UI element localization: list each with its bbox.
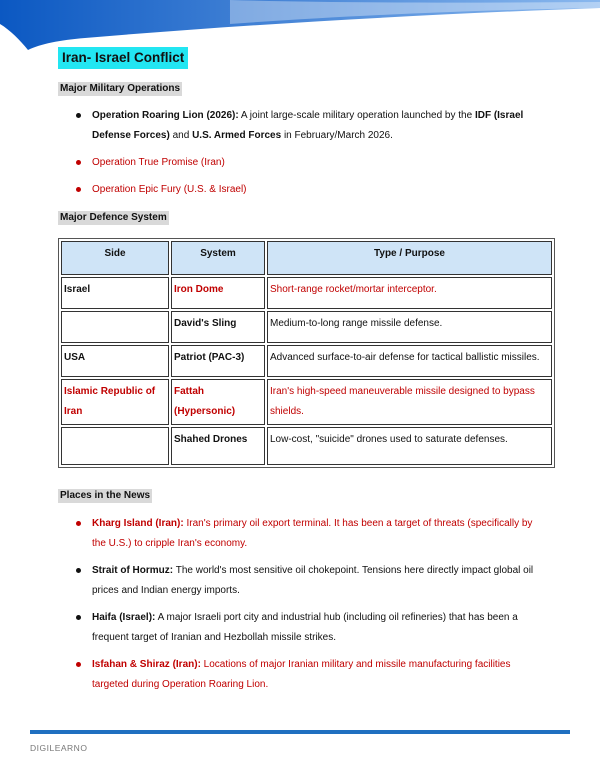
bullet-icon [76, 521, 81, 526]
table-cell-system: David's Sling [171, 311, 265, 343]
table-cell-system: Shahed Drones [171, 427, 265, 465]
table-header-row [61, 241, 552, 275]
bullet-icon [76, 160, 81, 165]
operations-list [58, 106, 548, 200]
table-cell-purpose: Advanced surface-to-air defense for tactical ballistic missiles. [267, 345, 552, 377]
table-cell-system: Patriot (PAC-3) [171, 345, 265, 377]
list-item-label: Haifa (Israel): [92, 612, 156, 623]
table-cell-side: Islamic Republic of Iran [61, 379, 169, 425]
table-cell-side [61, 311, 169, 343]
places-list [58, 514, 548, 695]
list-item-label: U.S. Armed Forces [192, 130, 282, 141]
list-item [58, 655, 548, 695]
bullet-icon [76, 568, 81, 573]
list-item [58, 106, 548, 146]
list-item [58, 561, 548, 601]
table-row [61, 345, 552, 377]
list-item-text: Iran's primary oil export terminal. It has been a target of threats (specifically by the U.S.) to cripple Iran's economy. [92, 518, 533, 549]
table-cell-side: USA [61, 345, 169, 377]
list-item-text: A major Israeli port city and industrial hub (including oil refineries) that has been a frequent target of Iranian and Hezbollah missile strikes. [92, 612, 518, 643]
table-cell-purpose: Low-cost, "suicide" drones used to saturate defenses. [267, 427, 552, 465]
table-row [61, 311, 552, 343]
bullet-icon [76, 615, 81, 620]
footer-divider [30, 730, 570, 734]
list-item [58, 153, 548, 173]
table-cell-purpose: Short-range rocket/mortar interceptor. [267, 277, 552, 309]
defence-table [58, 238, 555, 468]
list-item-label: Strait of Hormuz: [92, 565, 174, 576]
list-item-label: Operation Roaring Lion (2026): [92, 110, 239, 121]
list-item-text: Operation True Promise (Iran) [92, 157, 225, 168]
list-item-label: IDF (Israel Defense Forces) [92, 110, 524, 141]
table-row [61, 379, 552, 425]
table-cell-side: Israel [61, 277, 169, 309]
list-item [58, 514, 548, 554]
list-item-text: The world's most sensitive oil chokepoint. Tensions here directly impact global oil prices and Indian energy imports. [92, 565, 534, 596]
column-header-side: Side [61, 241, 169, 275]
section-heading-defence: Major Defence System [60, 212, 167, 223]
page-title: Iran- Israel Conflict [58, 47, 188, 69]
bullet-icon [76, 662, 81, 667]
list-item-text: and [169, 130, 193, 141]
column-header-purpose: Type / Purpose [267, 241, 552, 275]
list-item [58, 608, 548, 648]
bullet-icon [76, 113, 81, 118]
list-item [58, 180, 548, 200]
section-heading-operations: Major Military Operations [60, 83, 181, 94]
column-header-system: System [171, 241, 265, 275]
list-item-label: Kharg Island (Iran): [92, 518, 184, 529]
table-cell-purpose: Iran's high-speed maneuverable missile designed to bypass shields. [267, 379, 552, 425]
list-item-label: Isfahan & Shiraz (Iran): [92, 659, 201, 670]
table-row [61, 277, 552, 309]
table-row [61, 427, 552, 465]
header-wave-decoration [0, 0, 600, 52]
bullet-icon [76, 187, 81, 192]
table-cell-system: Fattah (Hypersonic) [171, 379, 265, 425]
table-cell-system: Iron Dome [171, 277, 265, 309]
section-heading-places: Places in the News [60, 490, 151, 501]
list-item-text: A joint large-scale military operation launched by the [238, 110, 475, 121]
list-item-text: in February/March 2026. [281, 130, 393, 141]
list-item-text: Operation Epic Fury (U.S. & Israel) [92, 184, 247, 195]
footer-brand: DIGILEARNO [30, 743, 88, 753]
list-item-text: Locations of major Iranian military and missile manufacturing facilities targeted during Operation Roaring Lion. [92, 659, 511, 690]
table-cell-purpose: Medium-to-long range missile defense. [267, 311, 552, 343]
table-cell-side [61, 427, 169, 465]
